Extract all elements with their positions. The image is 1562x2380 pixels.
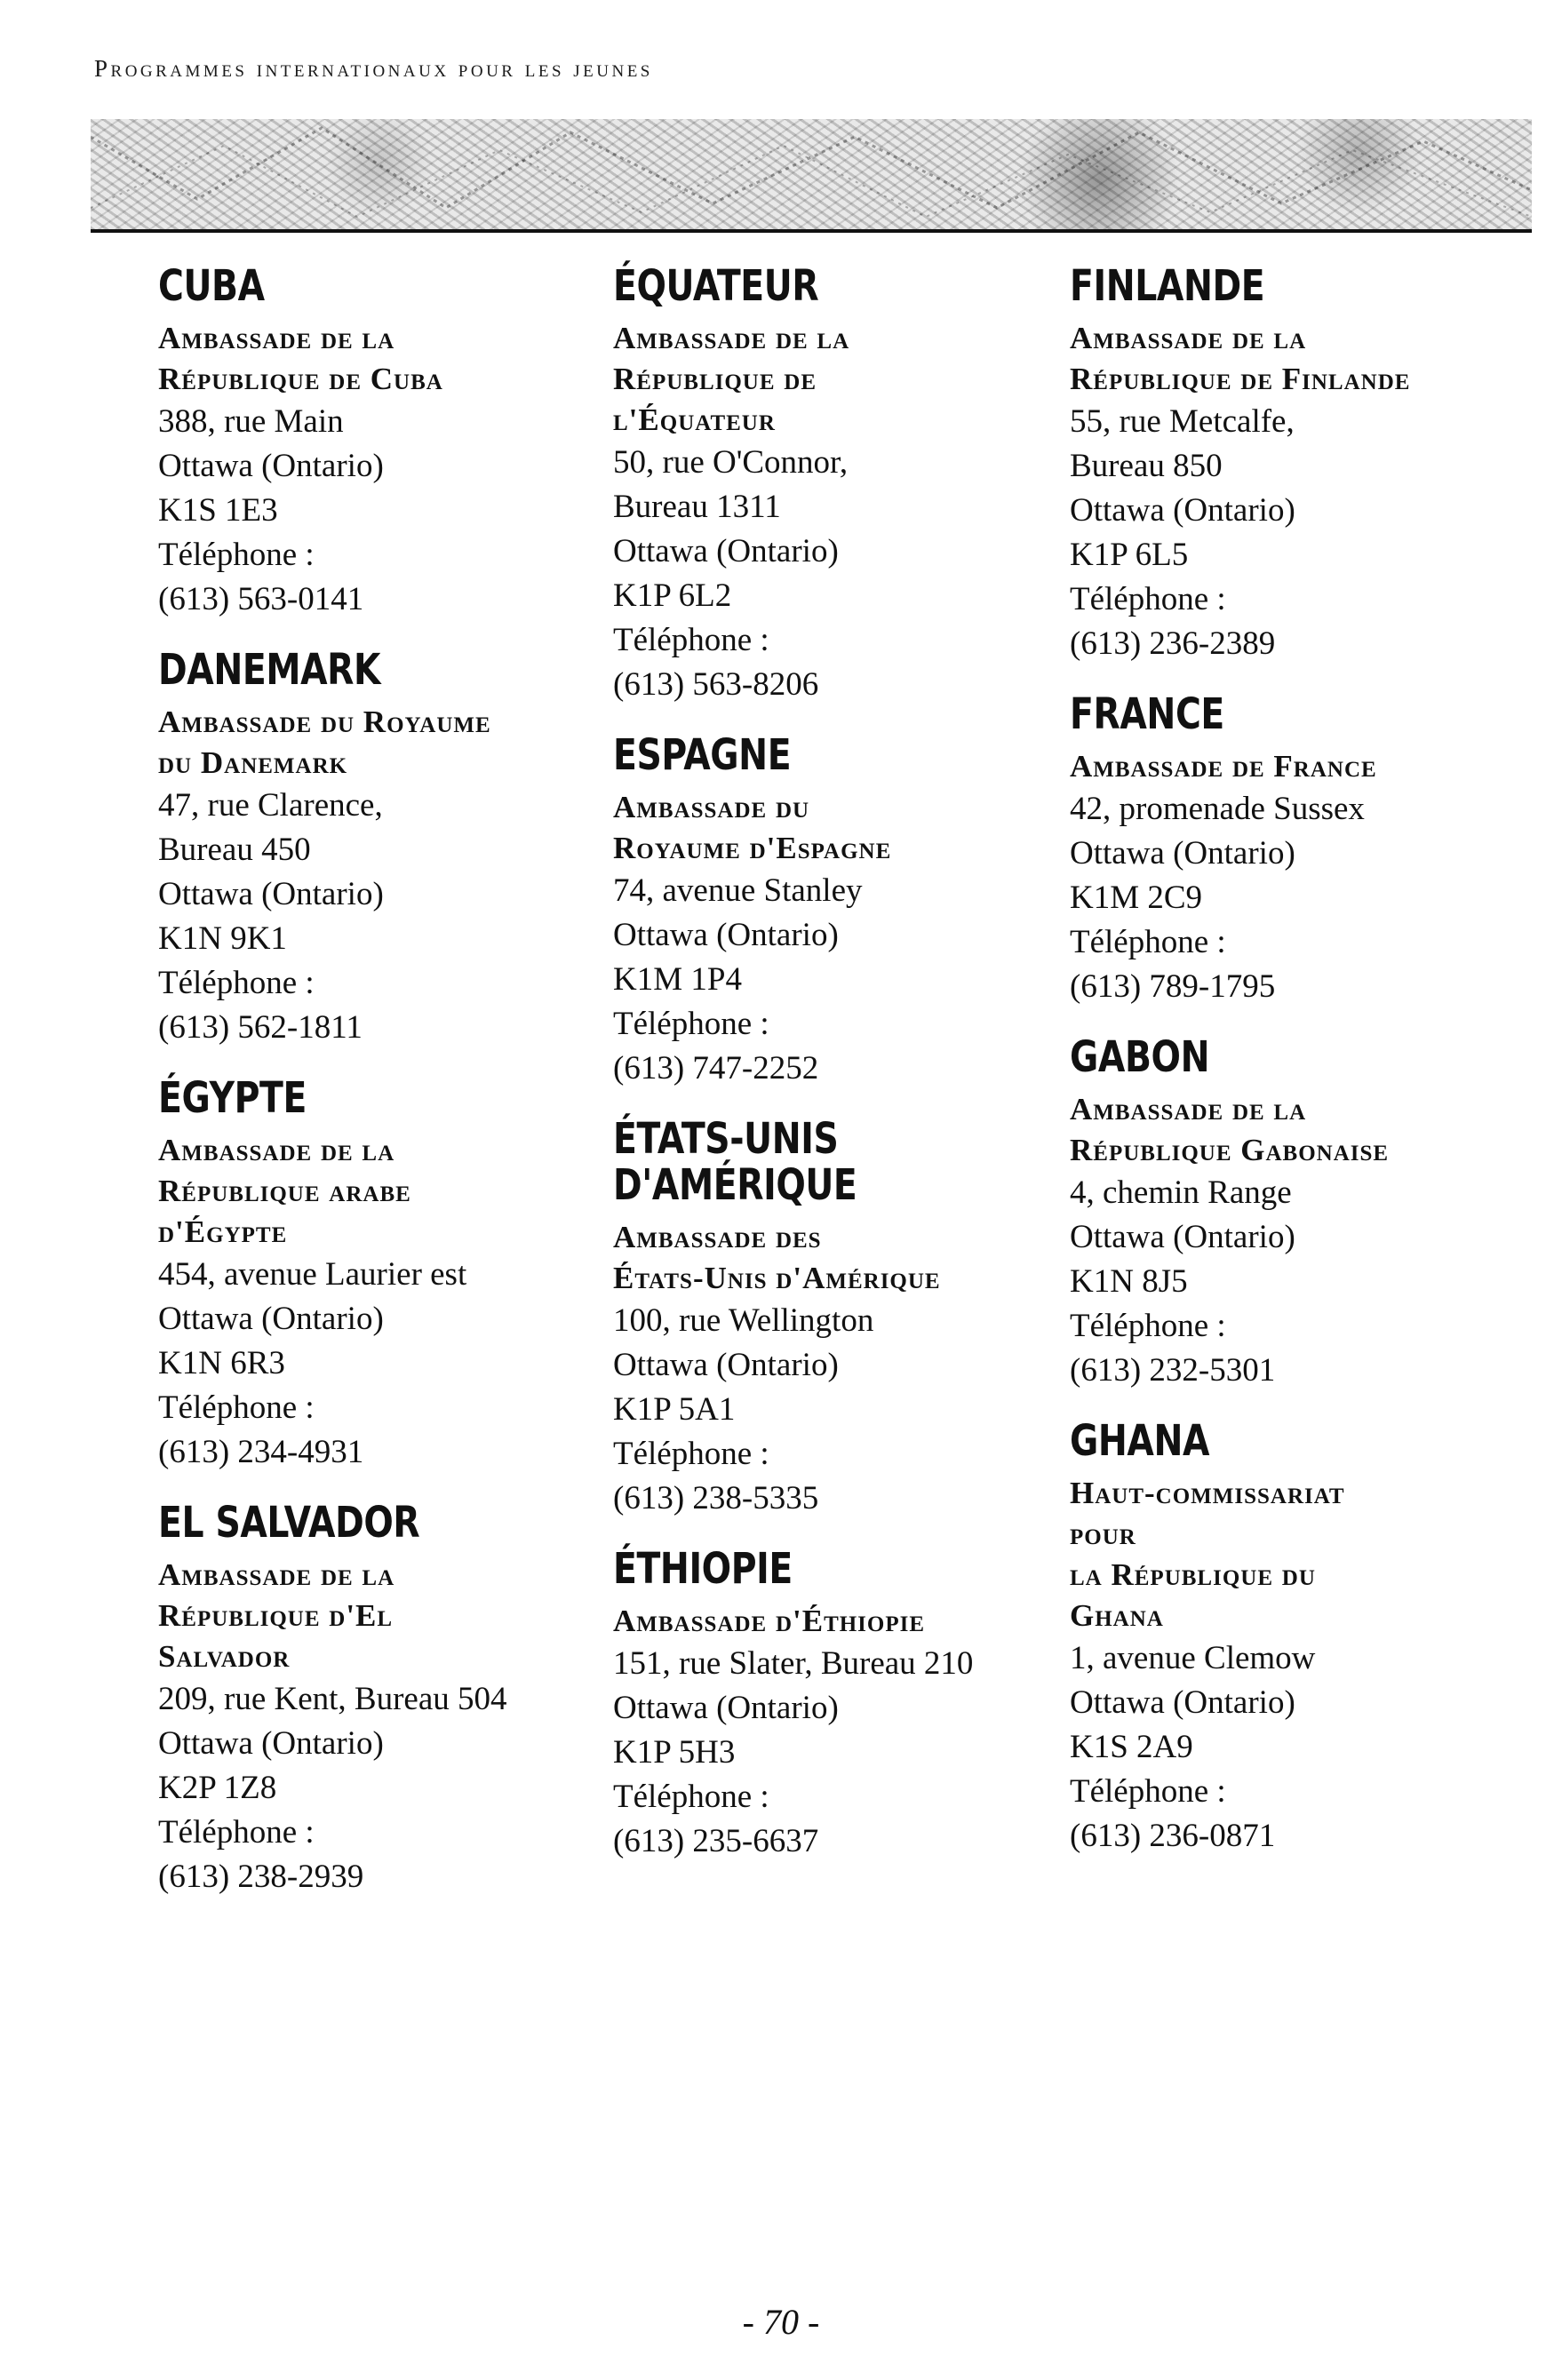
postal-code: K1N 6R3 bbox=[158, 1345, 285, 1381]
country-heading: ÉTHIOPIE bbox=[613, 1544, 793, 1594]
country-entry-el-salvador bbox=[158, 1500, 585, 1899]
embassy-name-line: Ghana bbox=[1070, 1598, 1164, 1633]
country-entry-finlande bbox=[1070, 263, 1514, 666]
phone-number: (613) 238-2939 bbox=[158, 1859, 364, 1895]
phone-label: Téléphone : bbox=[1070, 924, 1226, 960]
city-province: Ottawa (Ontario) bbox=[613, 917, 839, 953]
embassy-name-line: Ambassade de la bbox=[1070, 321, 1307, 355]
embassy-name-line: République de Finlande bbox=[1070, 362, 1411, 396]
embassy-name-line: Ambassade de la bbox=[158, 1133, 395, 1167]
running-title: Programmes internationaux pour les jeunes bbox=[94, 55, 653, 82]
embassy-name-line: Ambassade de la bbox=[1070, 1092, 1307, 1126]
postal-code: K1N 8J5 bbox=[1070, 1263, 1188, 1300]
directory-column-1 bbox=[158, 263, 585, 1924]
suite-number: Bureau 850 bbox=[1070, 448, 1223, 484]
embassy-name-line: Ambassade de la bbox=[158, 321, 395, 355]
phone-number: (613) 232-5301 bbox=[1070, 1352, 1276, 1389]
directory-column-2 bbox=[613, 263, 1057, 1889]
embassy-name-line: Haut-commissariat bbox=[1070, 1476, 1345, 1510]
postal-code: K1P 6L5 bbox=[1070, 537, 1189, 573]
suite-number: Bureau 450 bbox=[158, 832, 311, 868]
phone-number: (613) 236-2389 bbox=[1070, 625, 1276, 662]
embassy-name-line: Salvador bbox=[158, 1639, 291, 1674]
country-entry-espagne bbox=[613, 732, 1057, 1091]
directory-column-3 bbox=[1070, 263, 1514, 1883]
city-province: Ottawa (Ontario) bbox=[158, 876, 384, 912]
city-province: Ottawa (Ontario) bbox=[158, 1725, 384, 1762]
phone-label: Téléphone : bbox=[613, 1436, 769, 1472]
postal-code: K1P 6L2 bbox=[613, 577, 732, 614]
street-address: 100, rue Wellington bbox=[613, 1302, 874, 1339]
embassy-name-line: République Gabonaise bbox=[1070, 1133, 1390, 1167]
postal-code: K2P 1Z8 bbox=[158, 1770, 277, 1806]
phone-label: Téléphone : bbox=[1070, 1308, 1226, 1344]
country-entry-gabon bbox=[1070, 1034, 1514, 1393]
street-address: 151, rue Slater, Bureau 210 bbox=[613, 1645, 974, 1682]
phone-label: Téléphone : bbox=[1070, 581, 1226, 617]
phone-label: Téléphone : bbox=[613, 622, 769, 658]
country-entry-ghana bbox=[1070, 1418, 1514, 1859]
country-heading: GABON bbox=[1070, 1032, 1210, 1082]
postal-code: K1M 2C9 bbox=[1070, 880, 1203, 916]
country-entry-cuba bbox=[158, 263, 585, 622]
country-heading: CUBA bbox=[158, 261, 265, 311]
phone-number: (613) 563-0141 bbox=[158, 581, 364, 617]
street-address: 1, avenue Clemow bbox=[1070, 1640, 1316, 1676]
phone-number: (613) 747-2252 bbox=[613, 1050, 819, 1087]
country-heading: DANEMARK bbox=[158, 645, 381, 695]
country-entry-equateur bbox=[613, 263, 1057, 707]
street-address: 47, rue Clarence, bbox=[158, 787, 383, 824]
postal-code: K1M 1P4 bbox=[613, 961, 742, 998]
phone-number: (613) 236-0871 bbox=[1070, 1818, 1276, 1854]
embassy-name-line: pour bbox=[1070, 1516, 1136, 1551]
country-heading: ÉQUATEUR bbox=[613, 261, 819, 311]
embassy-name-line: République arabe bbox=[158, 1174, 411, 1208]
country-heading: ÉGYPTE bbox=[158, 1073, 307, 1123]
phone-number: (613) 789-1795 bbox=[1070, 968, 1276, 1005]
phone-label: Téléphone : bbox=[158, 965, 315, 1001]
street-address: 50, rue O'Connor, bbox=[613, 444, 849, 481]
postal-code: K1P 5A1 bbox=[613, 1391, 736, 1428]
embassy-name-line: République de bbox=[613, 362, 817, 396]
city-province: Ottawa (Ontario) bbox=[158, 1301, 384, 1337]
embassy-name-line: Ambassade du bbox=[613, 790, 810, 824]
embassy-name-line: États-Unis d'Amérique bbox=[613, 1261, 941, 1295]
phone-number: (613) 562-1811 bbox=[158, 1009, 363, 1046]
phone-label: Téléphone : bbox=[613, 1779, 769, 1815]
city-province: Ottawa (Ontario) bbox=[1070, 835, 1295, 872]
country-heading: GHANA bbox=[1070, 1416, 1210, 1466]
city-province: Ottawa (Ontario) bbox=[1070, 1219, 1295, 1255]
embassy-name-line: Ambassade d'Éthiopie bbox=[613, 1604, 926, 1638]
country-entry-danemark bbox=[158, 647, 585, 1050]
embassy-name-line: Ambassade des bbox=[613, 1220, 822, 1254]
phone-number: (613) 563-8206 bbox=[613, 666, 819, 703]
postal-code: K1S 1E3 bbox=[158, 492, 278, 529]
country-heading: FINLANDE bbox=[1070, 261, 1265, 311]
suite-number: Bureau 1311 bbox=[613, 489, 781, 525]
country-entry-france bbox=[1070, 691, 1514, 1009]
phone-label: Téléphone : bbox=[158, 537, 315, 573]
street-address: 4, chemin Range bbox=[1070, 1174, 1292, 1211]
postal-code: K1P 5H3 bbox=[613, 1734, 736, 1771]
decorative-banner bbox=[91, 119, 1532, 233]
embassy-name-line: République d'El bbox=[158, 1598, 394, 1633]
country-heading: ESPAGNE bbox=[613, 730, 792, 780]
phone-label: Téléphone : bbox=[1070, 1773, 1226, 1810]
city-province: Ottawa (Ontario) bbox=[158, 448, 384, 484]
street-address: 388, rue Main bbox=[158, 403, 344, 440]
street-address: 454, avenue Laurier est bbox=[158, 1256, 467, 1293]
country-heading: FRANCE bbox=[1070, 689, 1224, 739]
city-province: Ottawa (Ontario) bbox=[1070, 492, 1295, 529]
embassy-name-line: Ambassade de la bbox=[158, 1557, 395, 1592]
country-entry-etats-unis bbox=[613, 1116, 1057, 1521]
postal-code: K1N 9K1 bbox=[158, 920, 287, 957]
city-province: Ottawa (Ontario) bbox=[613, 1347, 839, 1383]
embassy-name-line: l'Équateur bbox=[613, 402, 776, 437]
country-entry-ethiopie bbox=[613, 1546, 1057, 1864]
street-address: 209, rue Kent, Bureau 504 bbox=[158, 1681, 507, 1717]
phone-number: (613) 238-5335 bbox=[613, 1480, 819, 1516]
phone-label: Téléphone : bbox=[613, 1006, 769, 1042]
embassy-name-line: la République du bbox=[1070, 1557, 1316, 1592]
phone-label: Téléphone : bbox=[158, 1389, 315, 1426]
street-address: 42, promenade Sussex bbox=[1070, 791, 1365, 827]
embassy-name-line: Ambassade de la bbox=[613, 321, 850, 355]
country-heading: EL SALVADOR bbox=[158, 1498, 420, 1548]
phone-number: (613) 235-6637 bbox=[613, 1823, 819, 1859]
embassy-name-line: Royaume d'Espagne bbox=[613, 831, 892, 865]
country-heading-continued: D'AMÉRIQUE bbox=[613, 1160, 857, 1210]
city-province: Ottawa (Ontario) bbox=[613, 533, 839, 569]
embassy-name-line: Ambassade de France bbox=[1070, 749, 1377, 784]
city-province: Ottawa (Ontario) bbox=[1070, 1684, 1295, 1721]
phone-number: (613) 234-4931 bbox=[158, 1434, 364, 1470]
city-province: Ottawa (Ontario) bbox=[613, 1690, 839, 1726]
banner-pattern bbox=[91, 119, 1532, 229]
phone-label: Téléphone : bbox=[158, 1814, 315, 1851]
embassy-name-line: République de Cuba bbox=[158, 362, 443, 396]
country-heading: ÉTATS-UNIS bbox=[613, 1114, 839, 1164]
postal-code: K1S 2A9 bbox=[1070, 1729, 1193, 1765]
country-entry-egypte bbox=[158, 1075, 585, 1475]
embassy-name-line: Ambassade du Royaume bbox=[158, 704, 491, 739]
page-number: - 70 - bbox=[742, 2302, 820, 2342]
street-address: 74, avenue Stanley bbox=[613, 872, 863, 909]
embassy-name-line: du Danemark bbox=[158, 745, 348, 780]
street-address: 55, rue Metcalfe, bbox=[1070, 403, 1295, 440]
embassy-name-line: d'Égypte bbox=[158, 1214, 288, 1249]
